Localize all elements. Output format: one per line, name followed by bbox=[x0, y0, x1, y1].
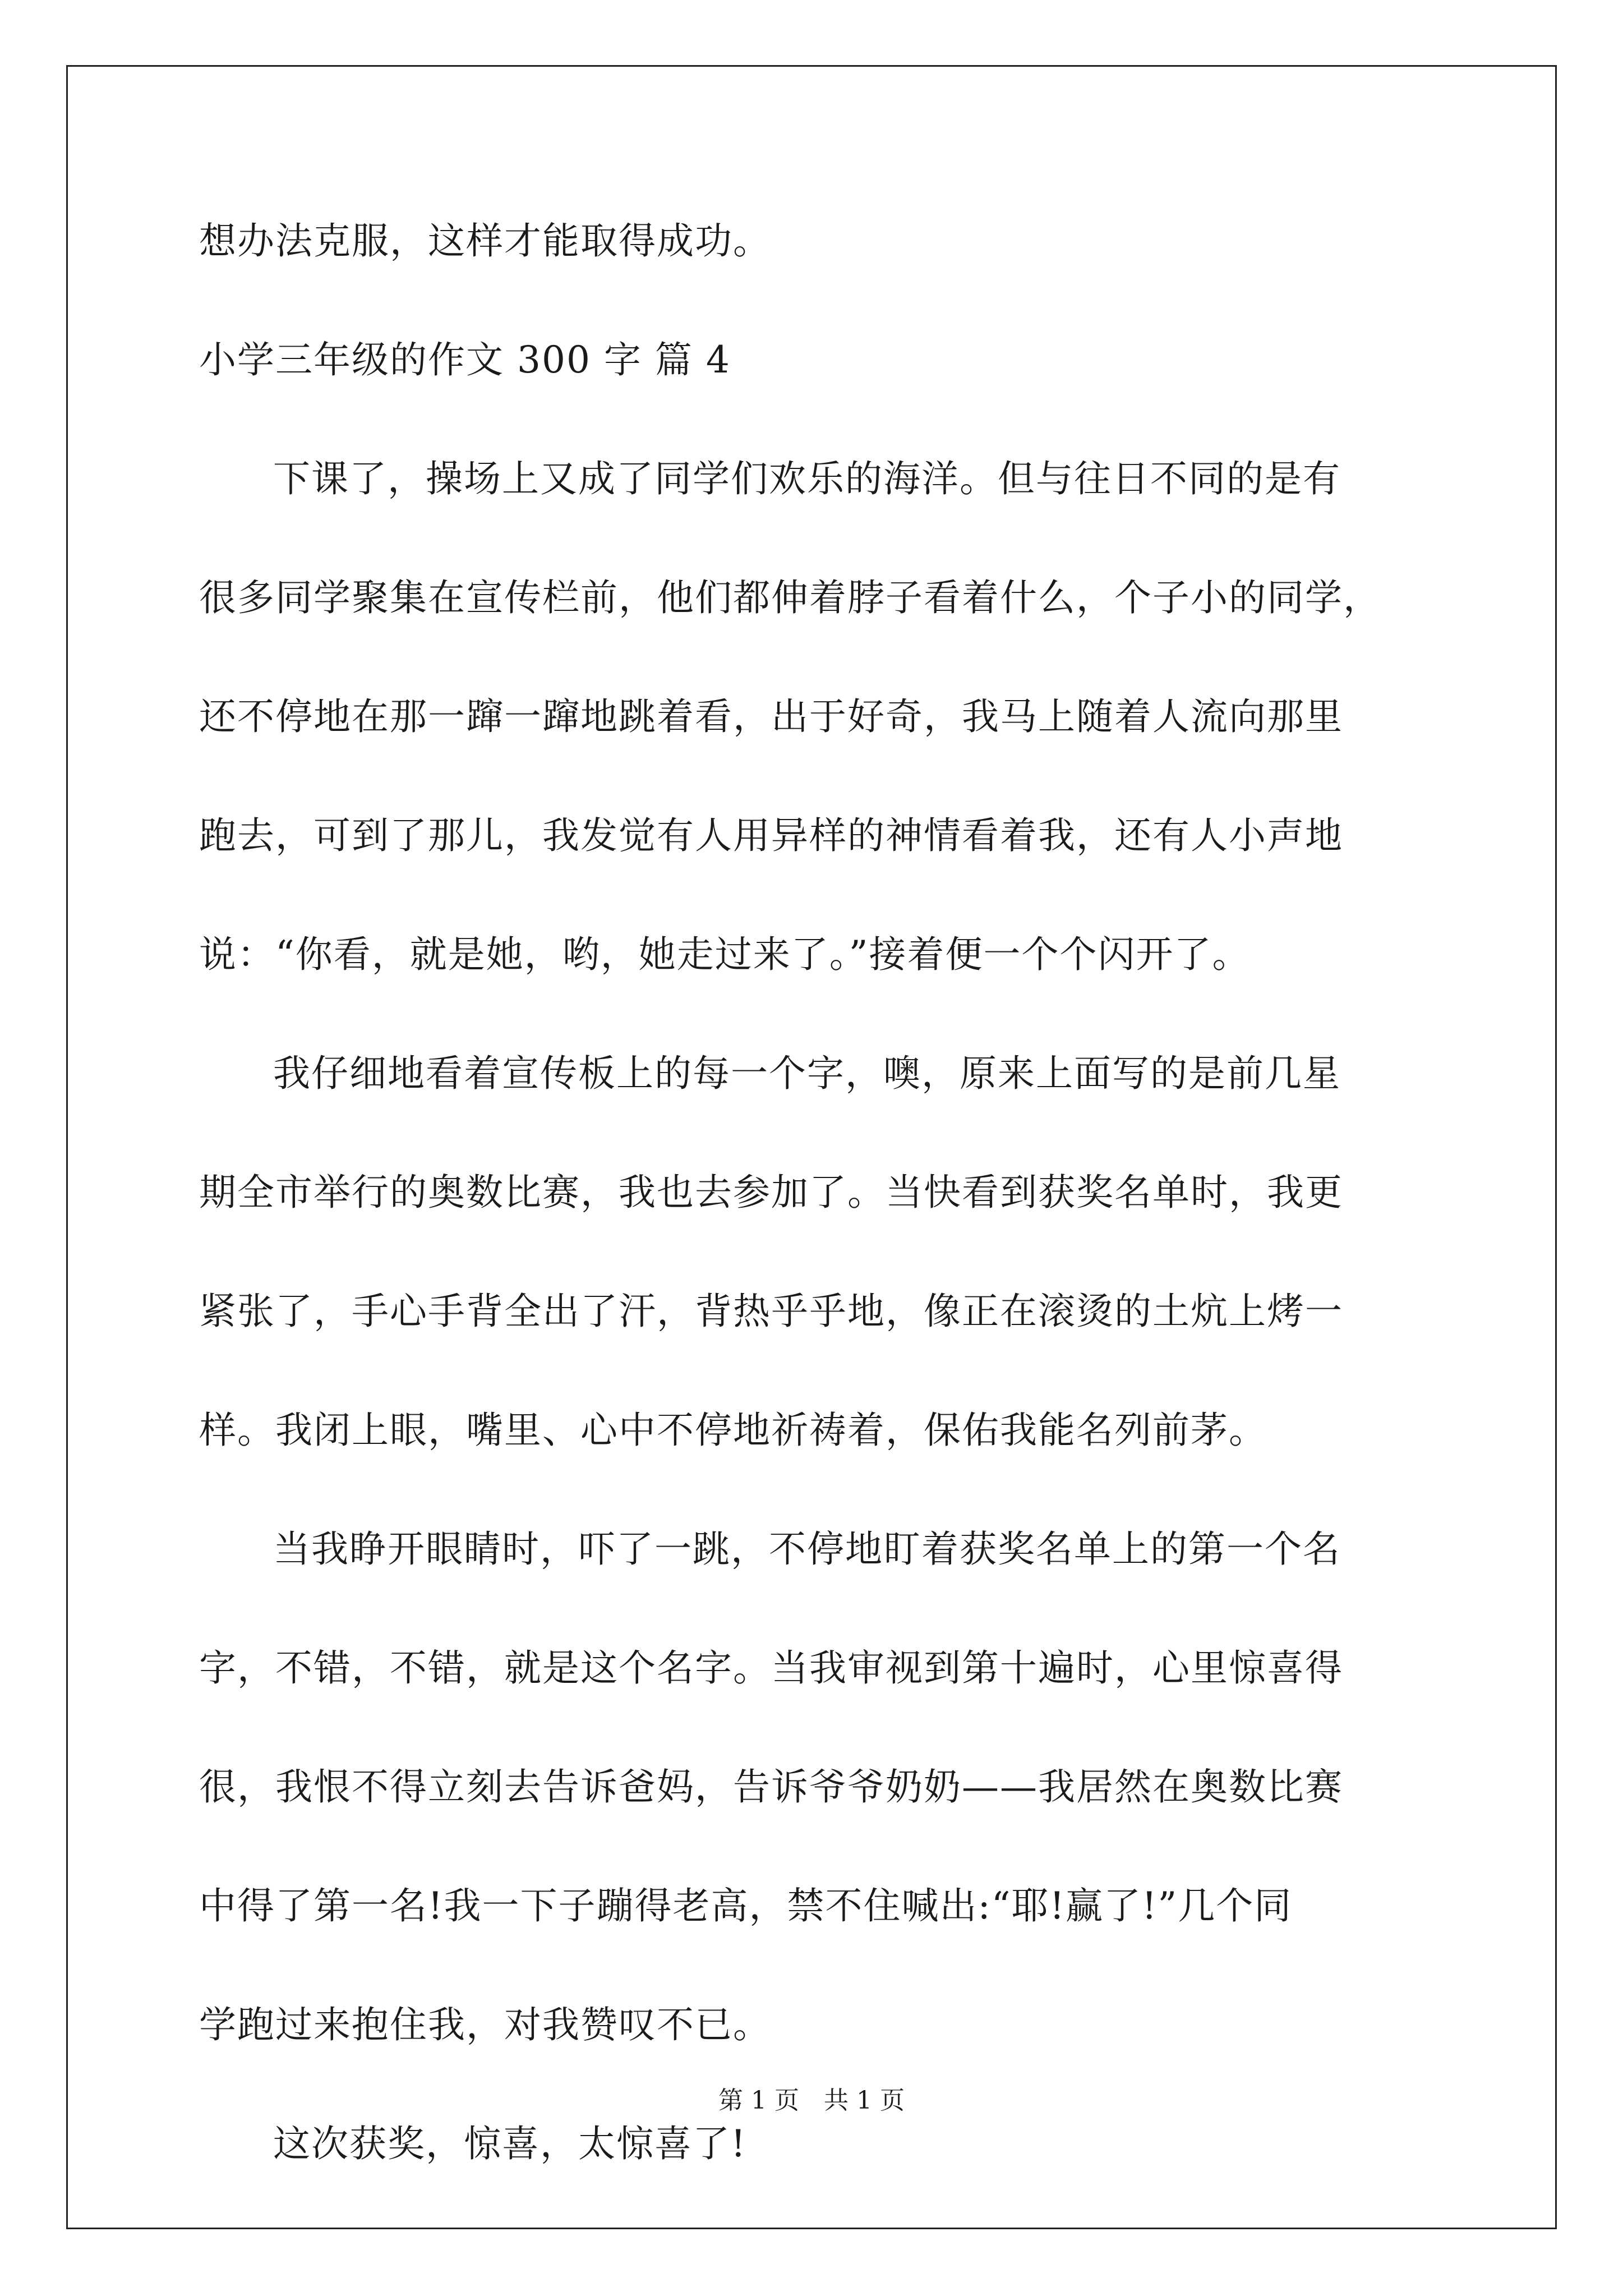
paragraph-line: 紧张了，手心手背全出了汗，背热乎乎地，像正在滚烫的土炕上烤一 bbox=[199, 1290, 1343, 1333]
paragraph-1 bbox=[199, 451, 1438, 983]
paragraph-line: 学跑过来抱住我，对我赞叹不已。 bbox=[199, 2003, 771, 2046]
paragraph-line: 字，不错，不错，就是这个名字。当我审视到第十遍时，心里惊喜得 bbox=[199, 1646, 1343, 1690]
paragraph-line: 样。我闭上眼，嘴里、心中不停地祈祷着，保佑我能名列前茅。 bbox=[199, 1409, 1267, 1452]
paragraph-line: 说：“你看，就是她，哟，她走过来了。”接着便一个个闪开了。 bbox=[199, 933, 1251, 976]
paragraph-line: 期全市举行的奥数比赛，我也去参加了。当快看到获奖名单时，我更 bbox=[199, 1171, 1343, 1214]
paragraph-4 bbox=[199, 2116, 1438, 2172]
essay-heading: 小学三年级的作文 300 字 篇 4 bbox=[199, 338, 731, 381]
paragraph-line: 下课了，操场上又成了同学们欢乐的海洋。但与往日不同的是有 bbox=[273, 457, 1341, 500]
paragraph-2 bbox=[199, 1046, 1438, 1458]
continuation-text: 想办法克服，这样才能取得成功。 bbox=[199, 219, 771, 263]
paragraph-line: 很多同学聚集在宣传栏前，他们都伸着脖子看着什么，个子小的同学， bbox=[199, 576, 1381, 619]
page-indicator: 第 1 页 共 1 页 bbox=[718, 2086, 905, 2115]
paragraph-line: 我仔细地看着宣传板上的每一个字，噢，原来上面写的是前几星 bbox=[273, 1052, 1341, 1095]
paragraph-line: 当我睁开眼睛时，吓了一跳，不停地盯着获奖名单上的第一个名 bbox=[273, 1527, 1341, 1571]
paragraph-line: 很，我恨不得立刻去告诉爸妈，告诉爷爷奶奶——我居然在奥数比赛 bbox=[199, 1765, 1343, 1809]
paragraph-line: 中得了第一名!我一下子蹦得老高，禁不住喊出:“耶!赢了!”几个同 bbox=[199, 1884, 1293, 1927]
paragraph-line: 还不停地在那一蹿一蹿地跳着看，出于好奇，我马上随着人流向那里 bbox=[199, 695, 1343, 738]
paragraph-line: 这次获奖，惊喜，太惊喜了! bbox=[273, 2122, 747, 2165]
paragraph-3 bbox=[199, 1521, 1438, 2053]
paragraph-line: 跑去，可到了那儿，我发觉有人用异样的神情看着我，还有人小声地 bbox=[199, 814, 1343, 857]
document-body bbox=[199, 213, 1438, 2235]
